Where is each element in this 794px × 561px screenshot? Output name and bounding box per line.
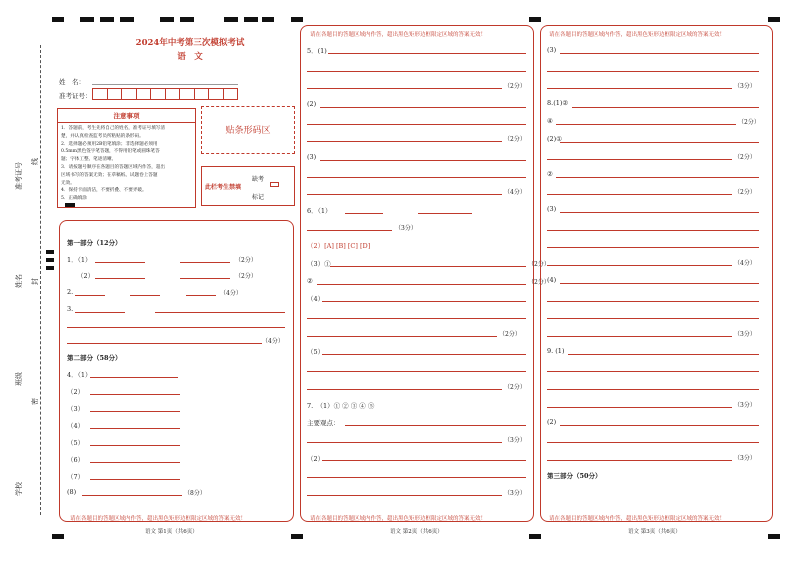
part3-heading: 第三部分（50分） — [547, 472, 602, 480]
q3-answer-c[interactable] — [67, 327, 285, 328]
answer-line[interactable] — [560, 283, 759, 284]
corner-marker — [291, 534, 303, 539]
notice-item: 1．答题前，考生先将自己的姓名，准考证号填写清 — [61, 126, 165, 131]
answer-line[interactable] — [307, 477, 526, 478]
q2-answer-b[interactable] — [130, 295, 160, 296]
notice-title: 注意事项 — [58, 109, 195, 123]
page-number: 语文 第2页（共6页） — [390, 529, 443, 535]
score-label: （2分） — [499, 331, 521, 338]
panel-notice: 请在各题目的答题区域内作答，超出黑色矩形边框限定区域的答案无效！ — [549, 32, 726, 38]
answer-line[interactable] — [345, 425, 526, 426]
answer-line[interactable] — [547, 442, 759, 443]
corner-marker — [768, 534, 780, 539]
score-label: （2分） — [504, 136, 526, 143]
score-label: （4分） — [734, 260, 756, 267]
q7-2-label: （2） — [307, 455, 325, 463]
corner-marker — [291, 17, 303, 22]
notice-item: 区域书写的答案无效；在草稿纸、试题卷上答题 — [61, 172, 158, 178]
q2-answer-a[interactable] — [75, 295, 105, 296]
panel-notice: 请在各题目的答题区域内作答，超出黑色矩形边框限定区域的答案无效！ — [549, 516, 726, 522]
absent-checkbox[interactable] — [270, 182, 279, 187]
barcode-label: 贴条形码区 — [225, 126, 271, 136]
q8-1-label: 8.(1)② — [547, 99, 569, 107]
score-label: （2分） — [504, 83, 526, 90]
q6-label: 6．（1） — [307, 207, 332, 215]
side-class-label: 班级 — [15, 372, 23, 386]
side-marker — [46, 250, 54, 254]
q4-sub-label: （3） — [67, 405, 85, 413]
score-4: （4分） — [262, 338, 284, 345]
absent-mark-1: 缺考 — [252, 176, 265, 183]
q4-answer-line[interactable] — [90, 462, 180, 463]
answer-line[interactable] — [568, 354, 759, 355]
q4-answer-line[interactable] — [90, 479, 180, 480]
q4-answer-line[interactable] — [90, 394, 180, 395]
timing-marker — [244, 17, 258, 22]
score-label: （2分） — [504, 384, 526, 391]
panel-notice: 请在各题目的答题区域内作答，超出黑色矩形边框限定区域的答案无效！ — [310, 32, 487, 38]
answer-line[interactable] — [307, 442, 502, 443]
answer-line[interactable] — [547, 88, 732, 89]
q7-3-label: (3) — [547, 46, 557, 54]
q4-sub-label: （4） — [67, 422, 85, 430]
notice-item: 3．请按题号顺序在各题目的答题区域内作答，超出 — [61, 164, 165, 170]
q6-4-label: （4） — [307, 295, 325, 303]
answer-line[interactable] — [307, 141, 502, 142]
answer-line[interactable] — [320, 107, 526, 108]
filled-bubble-sample — [65, 203, 75, 207]
q4-answer-line[interactable] — [90, 411, 180, 412]
score-label: （3分） — [734, 455, 756, 462]
q5-3-label: (3) — [307, 153, 317, 161]
score-label: （2分） — [528, 279, 550, 286]
q6-3b-label: ② — [307, 277, 313, 285]
part2-heading: 第二部分（58分） — [67, 354, 122, 362]
notice-list — [58, 123, 195, 213]
q8-2-label: (2)① — [547, 135, 563, 143]
corner-marker — [768, 17, 780, 22]
timing-marker — [180, 17, 194, 22]
score-label: （3分） — [504, 490, 526, 497]
answer-line[interactable] — [547, 194, 732, 195]
answer-line[interactable] — [307, 194, 502, 195]
q6-1c-answer[interactable] — [307, 230, 392, 231]
q9-label: 9. (1) — [547, 347, 565, 355]
q8-4-label: (4) — [547, 276, 557, 284]
q7-view-label: 主要观点： — [307, 419, 340, 427]
corner-marker — [529, 534, 541, 539]
answer-line[interactable] — [307, 318, 526, 319]
answer-line[interactable] — [330, 266, 526, 267]
q7-label: 7. （1）① ② ③ ④ ⑤ — [307, 402, 375, 410]
score-label: （2分） — [734, 154, 756, 161]
q4-answer-line[interactable] — [90, 377, 178, 378]
q8-1-4-label: ④ — [547, 117, 553, 125]
score-2: （2分） — [235, 257, 257, 264]
notice-item: 5．正确填涂 — [61, 196, 87, 202]
side-marker — [46, 266, 54, 270]
score-label: （2分） — [734, 189, 756, 196]
q1-2a-answer[interactable] — [95, 278, 145, 279]
exam-subject: 语 文 — [177, 52, 203, 62]
timing-marker — [160, 17, 174, 22]
notice-item: 0.5mm黑色签字笔答题，不得用铅笔或圆珠笔答 — [61, 149, 160, 155]
timing-marker — [120, 17, 134, 22]
score-label: （4分） — [504, 189, 526, 196]
answer-line[interactable] — [307, 88, 502, 89]
score-label: （2分） — [528, 261, 550, 268]
q1-1a-answer[interactable] — [95, 262, 145, 263]
answer-line[interactable] — [320, 160, 526, 161]
q4-sub-label: （5） — [67, 439, 85, 447]
timing-marker — [100, 17, 114, 22]
side-line-label: 线 — [31, 158, 39, 165]
answer-line[interactable] — [547, 265, 732, 266]
q6-1a-answer[interactable] — [345, 213, 383, 214]
answer-line[interactable] — [307, 371, 526, 372]
answer-panel-col1 — [59, 220, 294, 522]
score-label: （3分） — [734, 402, 756, 409]
answer-line[interactable] — [307, 495, 502, 496]
ticket-label: 准考证号： — [59, 92, 92, 100]
answer-line[interactable] — [317, 284, 526, 285]
binding-line — [40, 45, 41, 515]
q8-answer[interactable] — [82, 495, 182, 496]
q4-answer-line[interactable] — [90, 428, 180, 429]
answer-line[interactable] — [307, 389, 502, 390]
side-name-label: 姓名 — [15, 274, 23, 288]
score-label: （3分） — [734, 83, 756, 90]
score-label: （3分） — [504, 437, 526, 444]
answer-line[interactable] — [322, 354, 526, 355]
notice-box — [57, 108, 196, 208]
q6-1b-answer[interactable] — [418, 213, 472, 214]
side-secret-label: 密 — [31, 398, 39, 405]
answer-line[interactable] — [560, 142, 759, 143]
side-school-label: 学校 — [15, 482, 23, 496]
answer-line[interactable] — [547, 230, 759, 231]
q8-2-2-label: ② — [547, 170, 553, 178]
q1-1b-answer[interactable] — [180, 262, 230, 263]
answer-line[interactable] — [547, 71, 759, 72]
answer-line[interactable] — [328, 53, 526, 54]
name-field[interactable] — [92, 84, 238, 85]
answer-line[interactable] — [322, 301, 526, 302]
barcode-area — [201, 106, 295, 154]
q3-label: 3. — [67, 305, 74, 313]
q2-label: 2. — [67, 288, 74, 296]
score-4: （4分） — [220, 290, 242, 297]
side-seal-label: 封 — [31, 278, 39, 285]
answer-line[interactable] — [547, 318, 759, 319]
q5-2-label: (2) — [307, 100, 317, 108]
score-8: （8分） — [184, 490, 206, 497]
q3-answer-d[interactable] — [67, 343, 262, 344]
answer-line[interactable] — [547, 371, 759, 372]
timing-marker — [80, 17, 94, 22]
q3-answer-a[interactable] — [75, 312, 125, 313]
part1-heading: 第一部分（12分） — [67, 239, 122, 247]
q6-3-label: （3）① — [307, 260, 331, 268]
page-number: 语文 第3页（共6页） — [628, 529, 681, 535]
answer-line[interactable] — [322, 460, 526, 461]
answer-line[interactable] — [547, 336, 732, 337]
answer-line[interactable] — [560, 53, 759, 54]
q9-2-label: (2) — [547, 418, 557, 426]
answer-line[interactable] — [547, 460, 732, 461]
q5-label: 5．(1) — [307, 47, 327, 55]
answer-line[interactable] — [307, 71, 526, 72]
answer-line[interactable] — [556, 177, 759, 178]
q6-2-choices[interactable]: （2）[A] [B] [C] [D] — [307, 242, 371, 250]
answer-panel-col2 — [300, 25, 534, 522]
absent-mark-2: 标记 — [252, 194, 265, 201]
exam-title: 2024年中考第三次模拟考试 — [135, 38, 245, 48]
corner-marker — [529, 17, 541, 22]
q4-sub-label: 4．（1） — [67, 371, 92, 379]
score-label: （2分） — [738, 119, 760, 126]
notice-item: 4．保持卡面清洁，不要折叠、不要弄破。 — [61, 188, 147, 194]
q4-sub-label: （6） — [67, 456, 85, 464]
page-number: 语文 第1页（共6页） — [145, 529, 198, 535]
q1-2b-answer[interactable] — [180, 278, 230, 279]
corner-marker — [52, 534, 64, 539]
notice-item: 题；字体工整、笔迹清晰。 — [61, 157, 117, 163]
absent-box — [201, 166, 295, 206]
q8-label: (8) — [67, 488, 77, 496]
answer-line[interactable] — [547, 407, 732, 408]
q8-3-label: (3) — [547, 205, 557, 213]
answer-line[interactable] — [547, 247, 759, 248]
answer-line[interactable] — [572, 107, 759, 108]
panel-notice: 请在各题目的答题区域内作答，超出黑色矩形边框限定区域的答案无效！ — [70, 516, 247, 522]
answer-line[interactable] — [547, 301, 759, 302]
q2-answer-c[interactable] — [186, 295, 216, 296]
answer-line[interactable] — [560, 212, 759, 213]
panel-notice: 请在各题目的答题区域内作答，超出黑色矩形边框限定区域的答案无效！ — [310, 516, 487, 522]
answer-line[interactable] — [307, 177, 526, 178]
answer-line[interactable] — [556, 124, 736, 125]
ticket-number-boxes[interactable] — [92, 88, 238, 100]
q6-5-label: （5） — [307, 348, 325, 356]
q3-answer-b[interactable] — [155, 312, 285, 313]
timing-marker — [262, 17, 274, 22]
score-label: （3分） — [734, 331, 756, 338]
name-label: 姓 名： — [59, 78, 85, 86]
notice-item: 无效。 — [61, 180, 75, 186]
q1-1-label: 1．（1） — [67, 256, 92, 264]
corner-marker — [52, 17, 64, 22]
q1-2-label: （2） — [77, 272, 95, 280]
q4-answer-line[interactable] — [90, 445, 180, 446]
answer-line[interactable] — [547, 159, 732, 160]
score-3: （3分） — [395, 225, 417, 232]
side-ticket-label: 准考证号 — [15, 162, 23, 190]
notice-item: 楚，并认真检查监考员所粘贴的条形码。 — [61, 133, 144, 139]
q4-sub-label: （7） — [67, 473, 85, 481]
notice-item: 2．选择题必须用2B铅笔填涂；非选择题必须用 — [61, 141, 158, 147]
answer-line[interactable] — [560, 425, 759, 426]
answer-line[interactable] — [307, 336, 497, 337]
score-2: （2分） — [235, 273, 257, 280]
timing-marker — [224, 17, 238, 22]
answer-line[interactable] — [547, 389, 759, 390]
absent-label: 此栏考生禁填 — [205, 184, 242, 191]
q4-sub-label: （2） — [67, 388, 85, 396]
side-marker — [46, 258, 54, 262]
answer-line[interactable] — [307, 124, 526, 125]
answer-panel-col3 — [540, 25, 773, 522]
